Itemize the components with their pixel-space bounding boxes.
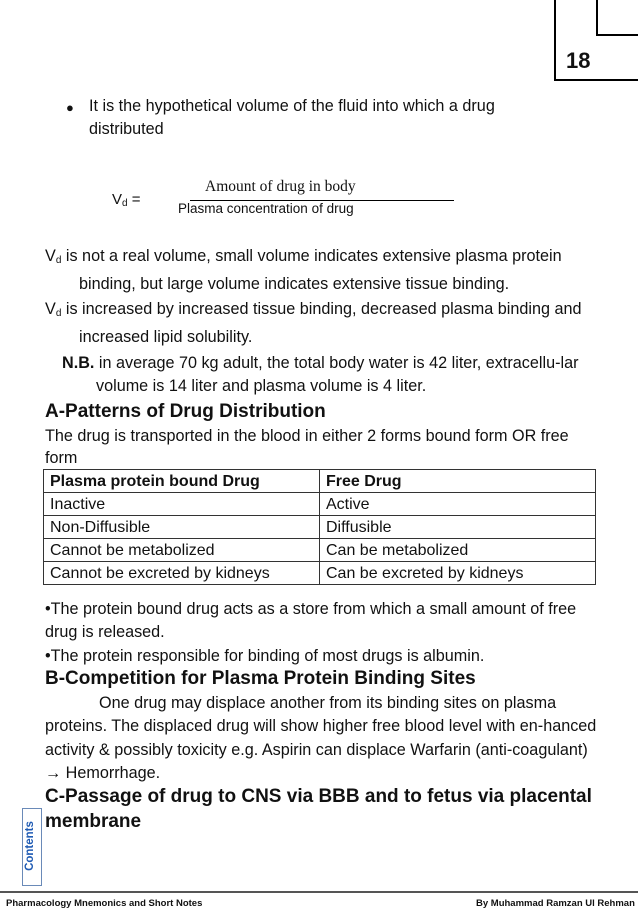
table-cell: Active — [320, 493, 596, 516]
table-cell: Can be metabolized — [320, 539, 596, 562]
table-row — [44, 562, 596, 585]
formula-lhs — [112, 191, 141, 209]
table-cell: Cannot be metabolized — [44, 539, 320, 562]
nb-text: in average 70 kg adult, the total body water is 42 liter, extracellu-lar volume is 14 liter and plasma volume is 4 liter. — [94, 354, 579, 395]
page-number: 18 — [566, 48, 591, 73]
vd-subscript: d — [55, 308, 62, 319]
formula-lhs-sub: d — [122, 198, 128, 209]
table-header-row — [44, 470, 596, 493]
table-header-cell: Free Drug — [320, 470, 596, 493]
vd-paragraph-2-text: is increased by increased tissue binding, decreased plasma binding and increased lipid solubility. — [61, 300, 582, 346]
page-corner-box — [596, 0, 638, 36]
drug-forms-table — [43, 469, 596, 585]
contents-tab-label[interactable]: Contents — [24, 821, 36, 871]
formula-lhs-main: V — [112, 191, 123, 208]
vd-symbol: V — [45, 300, 56, 318]
protein-store-point: •The protein bound drug acts as a store from which a small amount of free drug is released. — [45, 600, 577, 641]
footer-title: Pharmacology Mnemonics and Short Notes — [6, 898, 203, 909]
bullet-text: It is the hypothetical volume of the fluid into which a drug distributed — [89, 97, 495, 138]
table-header-cell: Plasma protein bound Drug — [44, 470, 320, 493]
table-row — [44, 539, 596, 562]
nb-note — [62, 352, 602, 397]
vd-paragraph-2 — [45, 298, 605, 348]
vd-symbol: V — [45, 247, 56, 265]
table-row — [44, 516, 596, 539]
footer-divider — [0, 891, 638, 893]
bullet-icon: ● — [66, 100, 74, 115]
table-cell: Inactive — [44, 493, 320, 516]
table-cell: Cannot be excreted by kidneys — [44, 562, 320, 585]
vd-paragraph-1-text: is not a real volume, small volume indicates extensive plasma protein binding, but large volume indicates extensive tissue binding. — [61, 247, 562, 293]
section-b-text: One drug may displace another from its binding sites on plasma proteins. The displaced drug will show higher free blood level with en-hanced activity & possibly toxicity e.g. Aspirin can displace Warfarin (anti-coagulant) → Hemorrhage. — [45, 694, 597, 783]
vd-subscript: d — [55, 255, 62, 266]
nb-label: N.B. — [62, 354, 95, 372]
table-cell: Diffusible — [320, 516, 596, 539]
footer-author: By Muhammad Ramzan Ul Rehman — [476, 898, 635, 909]
table-row — [44, 493, 596, 516]
formula-equals: = — [127, 191, 141, 208]
section-a-intro: The drug is transported in the blood in either 2 forms bound form OR free form — [45, 427, 569, 467]
table-cell: Can be excreted by kidneys — [320, 562, 596, 585]
section-b-heading: B-Competition for Plasma Protein Binding Sites — [45, 668, 476, 689]
formula-denominator: Plasma concentration of drug — [178, 201, 354, 216]
albumin-point: •The protein responsible for binding of most drugs is albumin. — [45, 647, 485, 665]
section-a-heading: A-Patterns of Drug Distribution — [45, 401, 326, 422]
vd-paragraph-1 — [45, 245, 605, 295]
formula-numerator: Amount of drug in body — [205, 178, 356, 195]
table-cell: Non-Diffusible — [44, 516, 320, 539]
section-c-heading: C-Passage of drug to CNS via BBB and to fetus via placental membrane — [45, 786, 592, 832]
